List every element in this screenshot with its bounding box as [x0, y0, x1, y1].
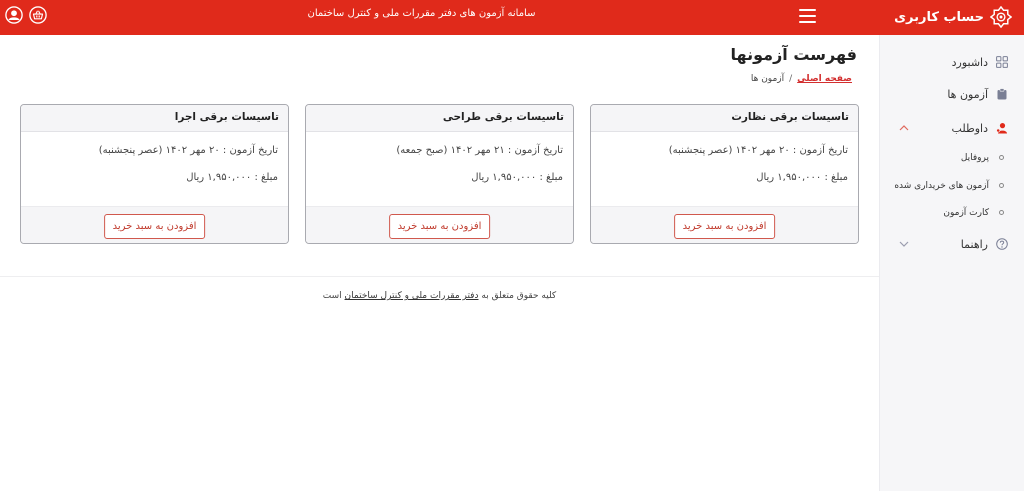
- breadcrumb: [751, 74, 852, 84]
- sidebar-item-help[interactable]: [879, 232, 1024, 258]
- exam-date: تاریخ آزمون : ۲۰ مهر ۱۴۰۲ (عصر پنجشنبه): [668, 145, 848, 156]
- sidebar-subitem-label: کارت آزمون: [943, 208, 989, 218]
- hamburger-icon[interactable]: [799, 8, 816, 24]
- sidebar-subitem-label: آزمون های خریداری شده: [894, 181, 989, 191]
- breadcrumb-separator: /: [789, 74, 793, 84]
- add-to-cart-button[interactable]: افزودن به سبد خرید: [389, 214, 491, 239]
- page-title: فهرست آزمونها: [730, 45, 857, 64]
- breadcrumb-home-link[interactable]: صفحه اصلی: [797, 74, 852, 84]
- top-bar: [0, 0, 1024, 35]
- gear-logo-icon: [990, 6, 1012, 28]
- system-title: سامانه آزمون های دفتر مقررات ملی و کنترل ساختمان: [307, 8, 536, 19]
- breadcrumb-current: آزمون ها: [750, 74, 785, 84]
- content-divider: [0, 276, 879, 277]
- card-title: تاسیسات برقی اجرا: [174, 111, 279, 123]
- user-circle-icon[interactable]: [5, 6, 23, 24]
- sidebar-item-label: راهنما: [960, 238, 988, 251]
- sidebar-item-candidate[interactable]: [879, 116, 1024, 142]
- exam-price: مبلغ : ۱,۹۵۰,۰۰۰ ریال: [756, 172, 848, 183]
- brand-title: حساب کاربری: [894, 9, 984, 25]
- sidebar: [879, 35, 1024, 491]
- add-to-cart-button[interactable]: افزودن به سبد خرید: [674, 214, 776, 239]
- chevron-down-icon: [899, 240, 909, 248]
- card-header: [21, 105, 288, 132]
- card-footer: [306, 206, 573, 244]
- exam-price: مبلغ : ۱,۹۵۰,۰۰۰ ریال: [471, 172, 563, 183]
- sidebar-item-dashboard[interactable]: [879, 50, 1024, 76]
- footer-organization-link[interactable]: دفتر مقررات ملی و کنترل ساختمان: [344, 291, 479, 301]
- sidebar-subitem-purchased-exams[interactable]: [879, 176, 1024, 198]
- exam-date: تاریخ آزمون : ۲۱ مهر ۱۴۰۲ (صبح جمعه): [396, 145, 563, 156]
- help-circle-icon: [996, 238, 1008, 250]
- sidebar-subitem-profile[interactable]: [879, 148, 1024, 170]
- bullet-icon: [999, 210, 1004, 215]
- chevron-up-icon: [899, 124, 909, 132]
- add-to-cart-button[interactable]: افزودن به سبد خرید: [104, 214, 206, 239]
- sidebar-item-label: داشبورد: [951, 56, 988, 69]
- sidebar-item-label: داوطلب: [951, 122, 988, 135]
- grid-icon: [996, 56, 1008, 68]
- bullet-icon: [999, 155, 1004, 160]
- exam-date: تاریخ آزمون : ۲۰ مهر ۱۴۰۲ (عصر پنجشنبه): [98, 145, 278, 156]
- card-footer: [21, 206, 288, 244]
- card-footer: [591, 206, 858, 244]
- clipboard-icon: [996, 88, 1008, 100]
- exam-price: مبلغ : ۱,۹۵۰,۰۰۰ ریال: [186, 172, 278, 183]
- exam-card: [590, 104, 859, 244]
- basket-icon[interactable]: [29, 6, 47, 24]
- exam-card: [305, 104, 574, 244]
- sidebar-item-label: آزمون ها: [947, 88, 988, 101]
- sidebar-item-exams[interactable]: [879, 82, 1024, 108]
- sidebar-subitem-label: پروفایل: [960, 153, 989, 163]
- exam-card: [20, 104, 289, 244]
- footer-suffix: است: [322, 291, 342, 301]
- bullet-icon: [999, 183, 1004, 188]
- footer-prefix: کلیه حقوق متعلق به: [481, 291, 557, 301]
- footer: [0, 291, 879, 301]
- sidebar-subitem-exam-card[interactable]: [879, 203, 1024, 225]
- user-settings-icon: [996, 122, 1008, 134]
- brand[interactable]: [894, 6, 1012, 28]
- card-title: تاسیسات برقی نظارت: [731, 111, 849, 123]
- card-title: تاسیسات برقی طراحی: [442, 111, 564, 123]
- card-header: [306, 105, 573, 132]
- card-header: [591, 105, 858, 132]
